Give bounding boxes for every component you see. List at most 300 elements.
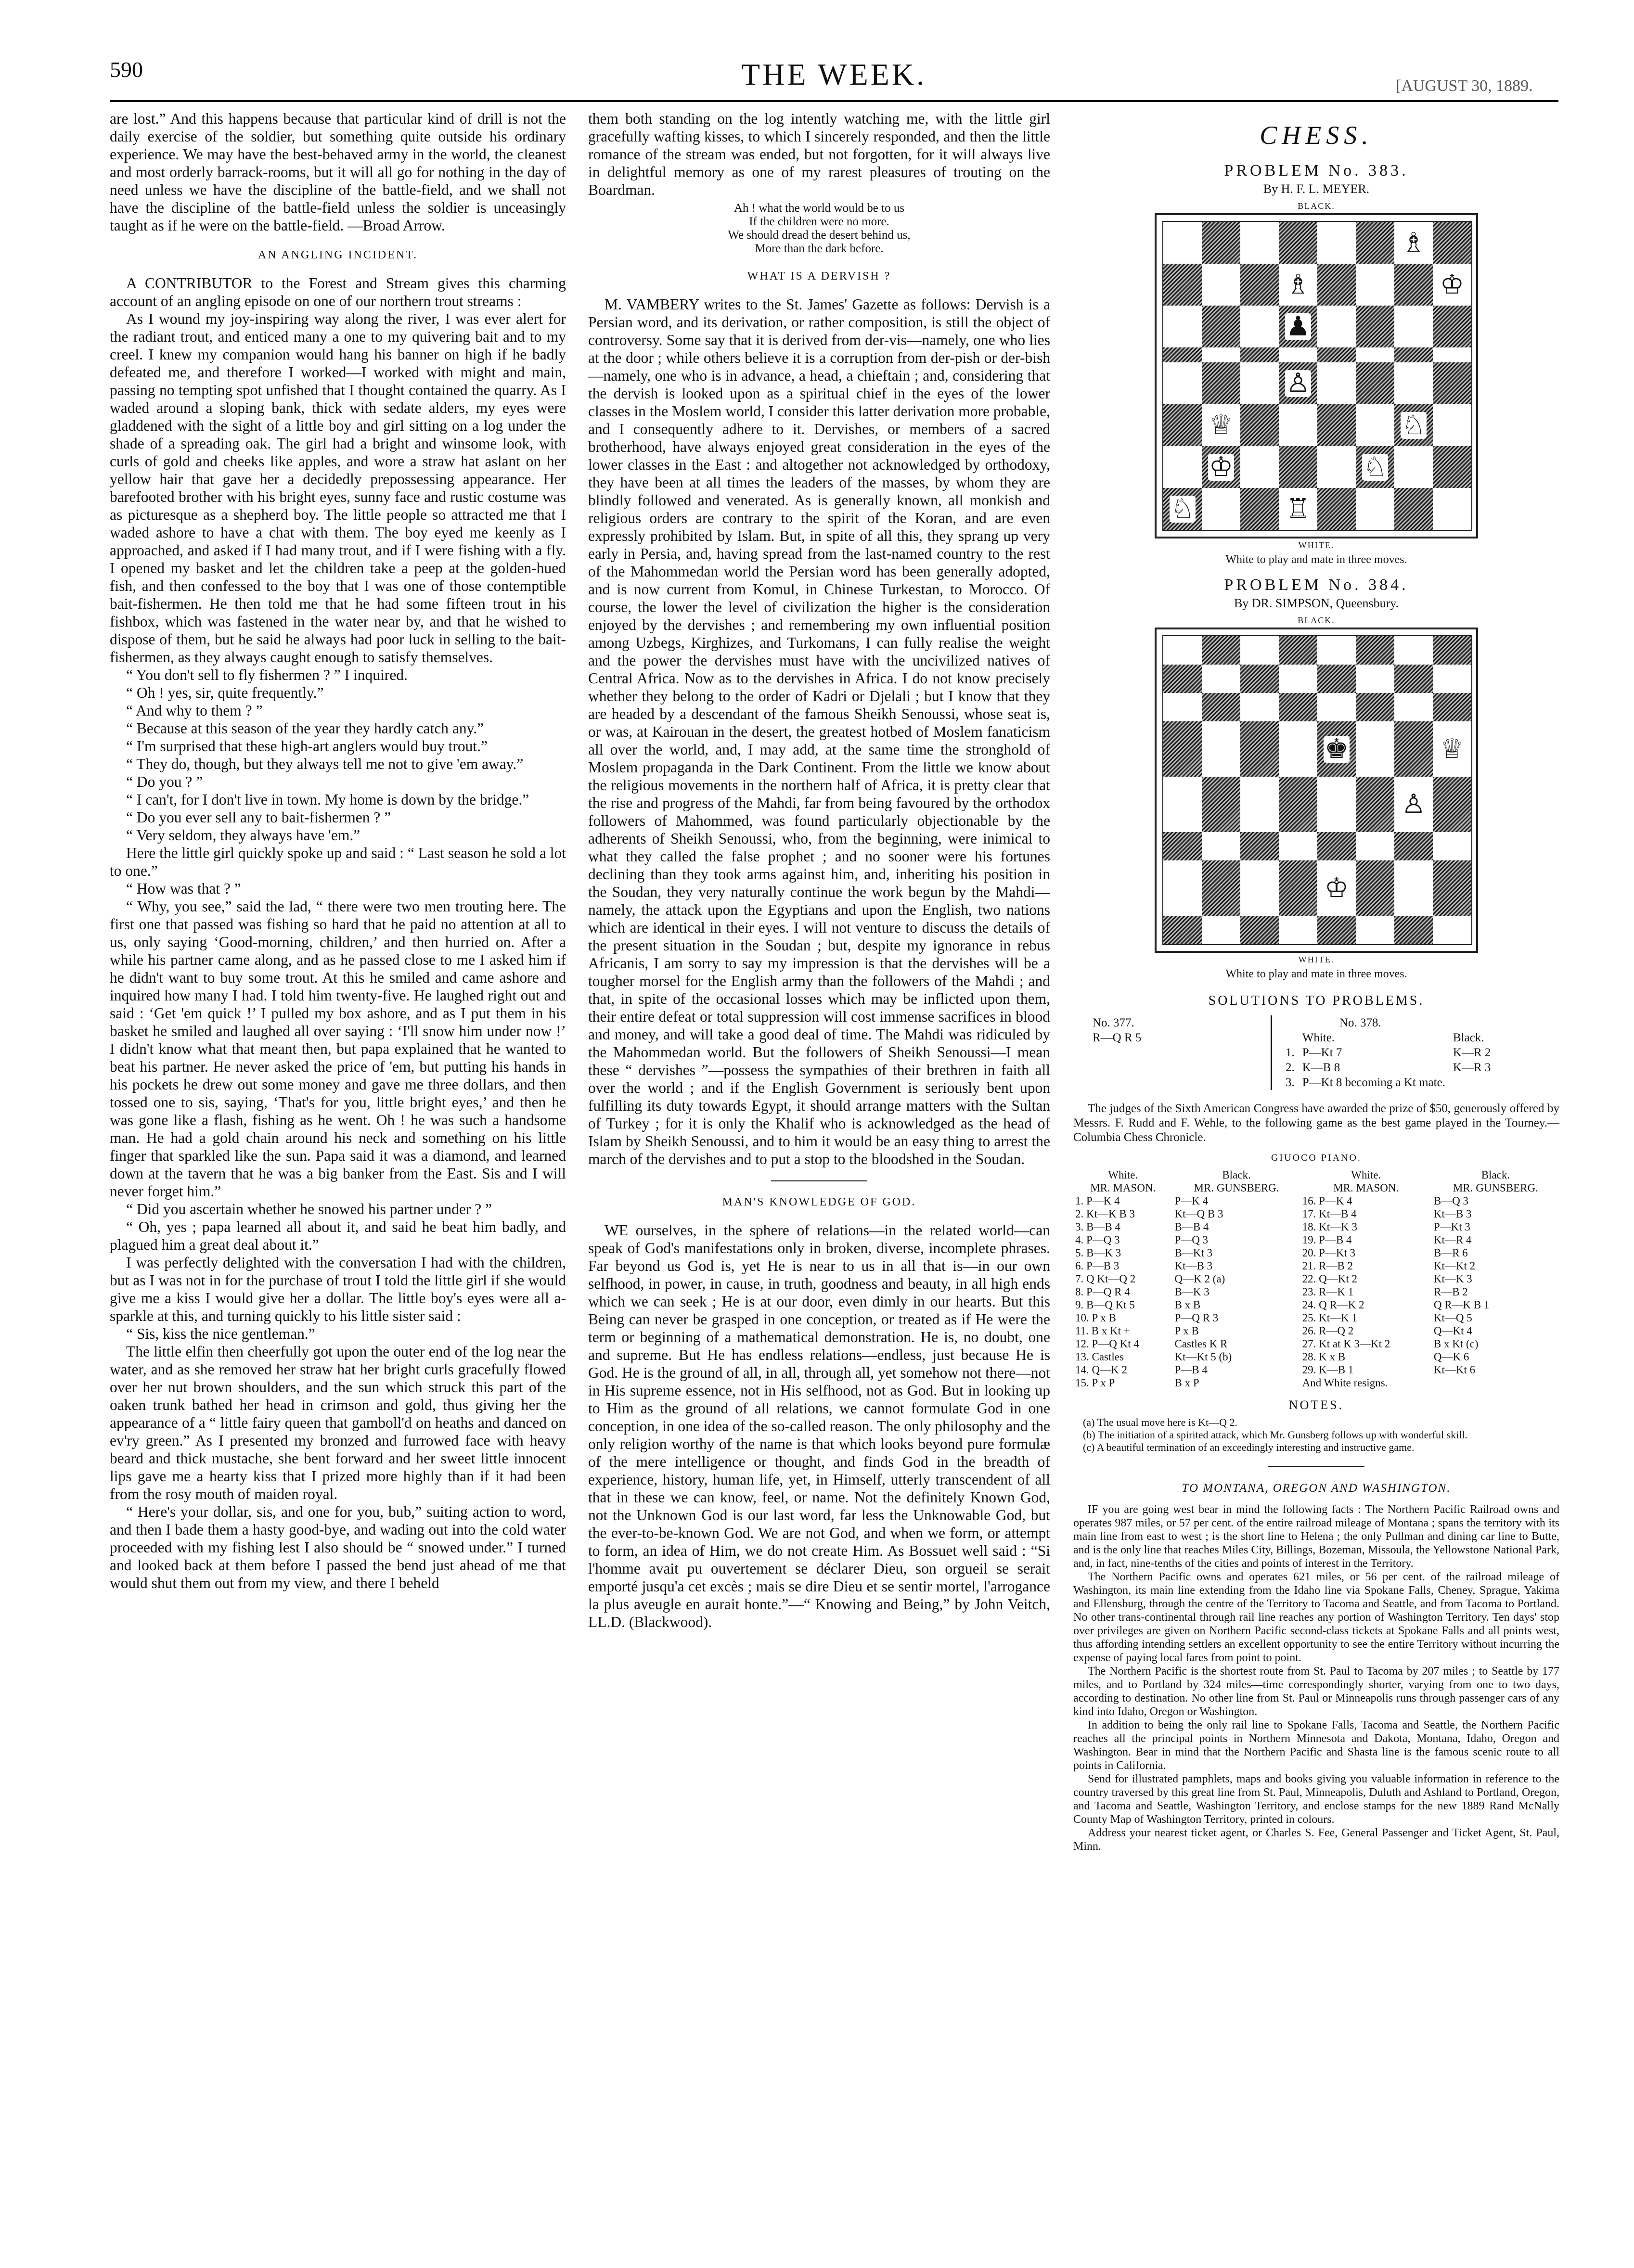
board-square [1163, 665, 1202, 693]
board-square [1356, 488, 1394, 530]
solution-377 [1073, 1015, 1271, 1090]
montana-paragraph: Send for illustrated pamphlets, maps and books giving you valuable information in reference to the country traversed by this great line from St. Paul, Minneapolis, Duluth and Ashland to Portland, Oregon, and Tacoma and Seattle, Washington Territory, and enclose stamps for the new 1889 Rand McNally County Map of Washington Territory, printed in colours. [1073, 1773, 1559, 1826]
game-row [1073, 1311, 1559, 1324]
board-square [1202, 777, 1240, 832]
game-header: White. [1108, 1169, 1138, 1181]
game-row [1073, 1207, 1559, 1220]
board-square [1279, 488, 1317, 530]
angling-paragraph: “ Oh ! yes, sir, quite frequently.” [126, 684, 324, 701]
board-square [1202, 916, 1240, 944]
board-square [1356, 693, 1394, 721]
game-cell: 6. P—B 3 [1075, 1260, 1119, 1272]
board-square [1240, 665, 1279, 693]
board-square [1317, 347, 1356, 362]
problem-384-note: White to play and mate in three moves. [1225, 968, 1407, 980]
board-square [1356, 832, 1394, 860]
notes-title: NOTES. [1288, 1398, 1344, 1412]
board-square [1394, 916, 1433, 944]
board-square [1202, 693, 1240, 721]
angling-paragraph: “ Sis, kiss the nice gentleman.” [126, 1325, 315, 1342]
game-cell: B x Kt (c) [1433, 1338, 1479, 1350]
problem-383-title: PROBLEM No. 383. [1224, 162, 1409, 179]
board-square [1163, 916, 1202, 944]
game-cell: Q—Kt 4 [1433, 1325, 1472, 1337]
board-square [1356, 347, 1394, 362]
game-cell: Kt—R 4 [1433, 1234, 1472, 1246]
chess-board-383 [1162, 221, 1472, 531]
montana-paragraph: IF you are going west bear in mind the following facts : The Northern Pacific Railroad owns and operates 987 miles, or 57 per cent. of the entire railroad mileage of Montana ; spans the territory with its main line from east to west ; is the short line to Helena ; the only Pullman and dining car line to Butte, and is the only line that reaches Miles City, Billings, Bozeman, Missoula, the Yellowstone National Park, and, in fact, nine-tenths of the cities and points of interest in the Territory. [1073, 1503, 1559, 1570]
game-cell: P—Kt 3 [1433, 1221, 1470, 1233]
game-cell: 2. Kt—K B 3 [1075, 1208, 1135, 1220]
solution-377-move: R—Q R 5 [1093, 1031, 1142, 1044]
board-square [1394, 665, 1433, 693]
board-square [1317, 446, 1356, 488]
game-cell: B x B [1174, 1299, 1201, 1311]
board-square [1433, 832, 1471, 860]
board-square [1163, 693, 1202, 721]
board-square [1317, 636, 1356, 665]
board-square [1433, 860, 1471, 916]
solution-378-label: No. 378. [1339, 1016, 1381, 1029]
board-square [1394, 362, 1433, 404]
game-row [1073, 1337, 1559, 1350]
game-cell: B—Kt 3 [1174, 1247, 1213, 1259]
game-cell: Kt—Q 5 [1433, 1312, 1472, 1324]
board-square [1433, 222, 1471, 264]
game-cell: Q R—K B 1 [1433, 1299, 1490, 1311]
game-cell: 20. P—Kt 3 [1302, 1247, 1356, 1259]
board-square [1394, 721, 1433, 777]
board-square [1317, 721, 1356, 777]
angling-paragraph: “ You don't sell to fly fishermen ? ” I inquired. [126, 666, 408, 683]
board-square [1356, 665, 1394, 693]
game-cell: 5. B—K 3 [1075, 1247, 1121, 1259]
board-square [1279, 306, 1317, 347]
game-row [1073, 1376, 1559, 1389]
angling-paragraph: I was perfectly delighted with the conversation I had with the children, but as I was not in for the purchase of trout I told the little girl if she would give me a kiss I would give her a dollar. The little boy's eyes were all a-sparkle at this, and turning quickly to his little sister said : [110, 1254, 566, 1324]
angling-paragraph: “ They do, though, but they always tell me not to give 'em away.” [126, 756, 524, 772]
board-square [1356, 636, 1394, 665]
board-square [1279, 916, 1317, 944]
board-square [1163, 404, 1202, 446]
board-square [1279, 693, 1317, 721]
board-square [1279, 832, 1317, 860]
solution-cell: 2. [1286, 1061, 1295, 1074]
god-article: WE ourselves, in the sphere of relations—in the related world—can speak of God's manifestations only in broken, diverse, incomplete phrases. Far beyond us God is, yet He is near to us in all that is—in our own selfhood, in power, in cause, in truth, goodness and beauty, in all high ends which we can seek ; He is at our door, even dimly in our hearts. But this Being can never be grasped in one conception, or treated as if He were the term or beginning of a mathematical demonstration. He is, no doubt, one and supreme. But He has endless relations—endless, just because He is God. He is the ground of all, in all, through all, yet somehow not there—not in His supreme essence, not in His selfhood, not as God. But in looking up to Him as the ground of all relations, we cannot formulate God in one conception, in one idea of the so-called reason. The only philosophy and the only religion worthy of the name is that which looks beyond pure formulæ of the mere intelligence or thought, and finds God in the breadth of experience, history, human life, yet, in Himself, utterly transcendent of all that in these we can know, feel, or name. Not the definitely Known God, not the Unknown God is our last word, far less the Unknowable God, but the ever-to-be-known God. We are not God, and when we form, or attempt to form, an idea of Him, we do not create Him. As Bossuet well said : “Si l'homme avait pu ouvertement se déclarer Dieu, son orgueil se serait emporté jusqu'a cet excès ; mais se dire Dieu et se sentir mortel, l'arrogance la plus aveugle en aurait honte.”—“ Knowing and Being,” by John Veitch, LL.D. (Blackwood). [588, 1222, 1050, 1630]
board-square [1163, 832, 1202, 860]
board-square [1240, 860, 1279, 916]
game-cell: 19. P—B 4 [1302, 1234, 1352, 1246]
judges-paragraph: The judges of the Sixth American Congress have awarded the prize of $50, generously offered by Messrs. F. Rudd and F. Wehle, to the following game as the best game played in the Tourney.—Columbia Chess Chronicle. [1073, 1102, 1559, 1144]
board-square [1317, 665, 1356, 693]
angling-paragraph: “ Do you ever sell any to bait-fishermen ? ” [126, 809, 391, 826]
board-square [1279, 347, 1317, 362]
game-cell: 27. Kt at K 3—Kt 2 [1302, 1338, 1390, 1350]
game-row [1073, 1350, 1559, 1363]
game-title: GIUOCO PIANO. [1271, 1153, 1362, 1163]
board-square [1356, 264, 1394, 306]
game-player: MR. MASON. [1333, 1182, 1399, 1194]
board-square [1394, 264, 1433, 306]
board-square [1279, 362, 1317, 404]
game-cell: 11. B x Kt + [1075, 1325, 1130, 1337]
black-header: Black. [1453, 1031, 1484, 1044]
board-square [1240, 347, 1279, 362]
board-square [1394, 306, 1433, 347]
game-cell: B—K 3 [1174, 1286, 1209, 1298]
montana-paragraph: The Northern Pacific owns and operates 621 miles, or 56 per cent. of the railroad mileage of Washington, its main line extending from the Idaho line via Spokane Falls, Cheney, Sprague, Yakima and Ellensburg, through the centre of the Territory to Tacoma and Seattle, and from Tacoma to Portland. No other trans-continental through rail line reaches any portion of Washington Territory. Ten days' stop over privileges are given on Northern Pacific second-class tickets at Spokane Falls and all points west, thus affording intending settlers an excellent opportunity to see the entire Territory without incurring the expense of paying local fares from point to point. [1073, 1571, 1559, 1664]
game-cell: 14. Q—K 2 [1075, 1364, 1127, 1376]
board-square [1317, 222, 1356, 264]
game-cell: 17. Kt—B 4 [1302, 1208, 1357, 1220]
game-header: Black. [1222, 1169, 1251, 1181]
board-square [1317, 488, 1356, 530]
board-square [1240, 916, 1279, 944]
board-square [1356, 777, 1394, 832]
solution-cell: P—Kt 8 becoming a Kt mate. [1302, 1076, 1445, 1089]
chess-piece-icon: ♔ [1440, 269, 1465, 300]
board-square [1394, 347, 1433, 362]
board-square [1202, 860, 1240, 916]
game-cell: B—B 4 [1174, 1221, 1209, 1233]
board-square [1279, 404, 1317, 446]
angling-paragraph: Here the little girl quickly spoke up and said : “ Last season he sold a lot to one.” [110, 845, 566, 879]
board-square [1317, 264, 1356, 306]
game-cell: P x B [1174, 1325, 1199, 1337]
chess-board-frame [1155, 628, 1478, 953]
game-cell: And White resigns. [1302, 1377, 1388, 1389]
solutions-title: SOLUTIONS TO PROBLEMS. [1208, 993, 1425, 1008]
white-label: WHITE. [1298, 955, 1335, 964]
angling-paragraph: “ Did you ascertain whether he snowed his partner under ? ” [126, 1201, 492, 1217]
game-row [1073, 1220, 1559, 1233]
board-square [1240, 721, 1279, 777]
game-cell: 13. Castles [1075, 1351, 1124, 1363]
board-square [1279, 665, 1317, 693]
montana-body [1073, 1503, 1559, 1853]
board-square [1202, 636, 1240, 665]
board-square [1240, 362, 1279, 404]
game-cell: 16. P—K 4 [1302, 1195, 1352, 1207]
board-square [1163, 222, 1202, 264]
black-label: BLACK. [1298, 201, 1335, 211]
game-cell: P—Q 3 [1174, 1234, 1209, 1246]
angling-intro: A CONTRIBUTOR to the Forest and Stream gives this charming account of an angling episode on one of our northern trout streams : [110, 275, 566, 309]
game-cell: B—R 6 [1433, 1247, 1468, 1259]
chess-board-frame [1155, 213, 1478, 538]
board-square [1240, 222, 1279, 264]
board-square [1317, 916, 1356, 944]
board-square [1240, 693, 1279, 721]
game-cell: 21. R—B 2 [1302, 1260, 1353, 1272]
game-cell: 15. P x P [1075, 1377, 1115, 1389]
board-square [1240, 636, 1279, 665]
board-square [1433, 264, 1471, 306]
angling-body [110, 310, 566, 1592]
board-square [1163, 777, 1202, 832]
solution-row [1282, 1060, 1494, 1075]
board-square [1202, 306, 1240, 347]
angling-paragraph: “ Because at this season of the year they hardly catch any.” [126, 720, 484, 737]
board-square [1279, 222, 1317, 264]
board-square [1356, 306, 1394, 347]
game-player: MR. MASON. [1090, 1182, 1156, 1194]
board-square [1202, 488, 1240, 530]
god-title: MAN'S KNOWLEDGE OF GOD. [722, 1196, 916, 1208]
angling-paragraph: “ How was that ? ” [126, 880, 241, 897]
solution-cell: P—Kt 7 [1302, 1046, 1342, 1059]
game-cell: Kt—B 3 [1433, 1208, 1472, 1220]
board-square [1433, 404, 1471, 446]
game-cell: 3. B—B 4 [1075, 1221, 1120, 1233]
board-square [1433, 777, 1471, 832]
board-square [1163, 347, 1202, 362]
board-square [1279, 636, 1317, 665]
chess-piece-icon: ♔ [1209, 452, 1234, 482]
page-number: 590 [110, 57, 143, 82]
game-cell: 8. P—Q R 4 [1075, 1286, 1130, 1298]
board-square [1240, 404, 1279, 446]
game-row [1073, 1246, 1559, 1259]
chess-piece-icon: ♗ [1286, 269, 1311, 300]
divider [771, 1180, 867, 1181]
board-square [1317, 777, 1356, 832]
solution-cell: 3. [1286, 1076, 1295, 1089]
chess-piece-icon: ♗ [1401, 228, 1426, 258]
board-square [1279, 264, 1317, 306]
issue-date: [AUGUST 30, 1889. [1396, 77, 1533, 95]
solution-row [1282, 1075, 1494, 1090]
board-square [1163, 488, 1202, 530]
game-row [1073, 1324, 1559, 1337]
game-row [1073, 1298, 1559, 1311]
game-player: MR. GUNSBERG. [1453, 1182, 1538, 1194]
board-square [1163, 721, 1202, 777]
board-square [1394, 636, 1433, 665]
board-square [1394, 488, 1433, 530]
board-square [1394, 777, 1433, 832]
angling-paragraph: “ I can't, for I don't live in town. My home is down by the bridge.” [126, 791, 529, 808]
note-a: (a) The usual move here is Kt—Q 2. [1083, 1416, 1237, 1428]
board-square [1163, 446, 1202, 488]
board-square [1394, 222, 1433, 264]
game-cell: Castles K R [1174, 1338, 1228, 1350]
board-square [1317, 860, 1356, 916]
board-square [1394, 860, 1433, 916]
board-square [1240, 306, 1279, 347]
board-square [1394, 404, 1433, 446]
solution-378 [1271, 1015, 1559, 1090]
chess-piece-icon: ♕ [1209, 410, 1234, 440]
poem-line: More than the dark before. [755, 242, 884, 255]
board-square [1433, 306, 1471, 347]
board-square [1317, 306, 1356, 347]
board-square [1317, 832, 1356, 860]
game-cell: 25. Kt—K 1 [1302, 1312, 1357, 1324]
game-cell: Kt—K 3 [1433, 1273, 1472, 1285]
poem-line: If the children were no more. [749, 215, 889, 228]
angling-title: AN ANGLING INCIDENT. [257, 249, 418, 261]
board-square [1394, 832, 1433, 860]
chess-piece-icon: ♘ [1363, 452, 1388, 482]
game-cell: 10. P x B [1075, 1312, 1116, 1324]
solution-cell [1449, 1075, 1494, 1090]
header-rule [110, 100, 1558, 102]
board-square [1317, 693, 1356, 721]
board-square [1240, 832, 1279, 860]
game-cell: Q—K 6 [1433, 1351, 1469, 1363]
angling-paragraph: As I wound my joy-inspiring way along the river, I was ever alert for the radiant trout, and enticed many a one to my quivering bait and to my creel. I knew my companion would hang his banner on high if he badly defeated me, and therefore I worked—I worked with might and main, passing no tempting spot unfished that I thought contained the quarry. As I waded around a sloping bank, thick with sedate alders, my eyes were gladdened with the sight of a little boy and girl sitting on a log under the shade of a spreading oak. The girl had a bright and winsome look, with curls of gold and cheeks like apples, and wore a straw hat aslant on her yellow hair that gave her a decidedly prepossessing appearance. Her barefooted brother with his bright eyes, sunny face and rustic costume was as picturesque as a shepherd boy. The little people so attracted me that I waded ashore to have a chat with them. The boy eyed me keenly as I approached, and asked if I had many trout, and if I were fishing with a fly. I opened my basket and let the children take a peep at the golden-hued fish, and then confessed to the boy that I was one of those contemptible bait-fishermen. He then told me that he had some fifteen trout in his fishbox, which was fastened in the water near by, and that he wished to dispose of them, but he said he always had poor luck in selling to the bait-fishermen, as they always caught enough to satisfy themselves. [110, 310, 566, 666]
montana-paragraph: In addition to being the only rail line to Spokane Falls, Tacoma and Seattle, the Northern Pacific reaches all the principal points in Northern Minnesota and Dakota, Montana, Idaho, Oregon and Washington. Bear in mind that the Northern Pacific and Shasta line is the famous scenic route to all points in California. [1073, 1719, 1559, 1772]
chess-piece-icon: ♘ [1170, 494, 1195, 524]
board-square [1356, 860, 1394, 916]
chess-piece-icon: ♚ [1324, 734, 1349, 764]
game-cell: 24. Q R—K 2 [1302, 1299, 1364, 1311]
board-square [1356, 362, 1394, 404]
board-square [1356, 916, 1394, 944]
intro-paragraph: are lost.” And this happens because that particular kind of drill is not the daily exercise of the soldier, but something quite outside his ordinary experience. We may have the best-behaved army in the world, the cleanest and most orderly barrack-rooms, but it will all go for nothing in the day of need unless we have the discipline of the battle-field, and we shall not have the discipline of the battle-field unless the soldier is unceasingly taught as if he were on the battle-field. —Broad Arrow. [110, 110, 566, 234]
angling-paragraph: “ And why to them ? ” [126, 702, 263, 719]
board-square [1317, 404, 1356, 446]
solution-cell: K—R 3 [1453, 1061, 1491, 1074]
masthead-title: THE WEEK. [741, 57, 927, 91]
board-square [1433, 362, 1471, 404]
board-square [1279, 777, 1317, 832]
board-square [1202, 665, 1240, 693]
angling-paragraph: “ Here's your dollar, sis, and one for you, bub,” suiting action to word, and then I bade them a hasty good-bye, and wading out into the cold water proceeded with my fishing lest I also should be “ snowed under.” I turned and looked back at them before I passed the bend just ahead of me that would shut them out from my view, and there I beheld [110, 1503, 566, 1591]
board-square [1433, 347, 1471, 362]
column-3 [1073, 110, 1559, 2239]
game-cell: 18. Kt—K 3 [1302, 1221, 1357, 1233]
chess-piece-icon: ♘ [1401, 410, 1426, 440]
chess-piece-icon: ♖ [1286, 494, 1311, 524]
game-cell: Kt—Kt 2 [1433, 1260, 1476, 1272]
board-square [1433, 665, 1471, 693]
board-square [1356, 404, 1394, 446]
note-c: (c) A beautiful termination of an exceedingly interesting and instructive game. [1083, 1441, 1415, 1453]
game-cell: Kt—Kt 5 (b) [1174, 1351, 1232, 1363]
game-table [1073, 1168, 1559, 1389]
chess-piece-icon: ♕ [1440, 734, 1465, 764]
column-1 [110, 110, 566, 2239]
white-label: WHITE. [1298, 540, 1335, 550]
game-row [1073, 1285, 1559, 1298]
game-cell: 23. R—K 1 [1302, 1286, 1354, 1298]
angling-continuation: them both standing on the log intently watching me, with the little girl gracefully wafting kisses, to which I sincerely responded, and then the little romance of the stream was ended, but not forgotten, for it will always live in delightful memory as one of my rarest pleasures of trouting on the Boardman. [588, 110, 1050, 198]
montana-paragraph: The Northern Pacific is the shortest route from St. Paul to Tacoma by 207 miles ; to Seattle by 177 miles, and to Portland by 324 miles—time correspondingly shorter, varying from one to two days, according to destination. No other line from St. Paul or Minneapolis runs through passenger cars of any kind into Idaho, Oregon or Washington. [1073, 1665, 1559, 1718]
angling-paragraph: “ Why, you see,” said the lad, “ there were two men trouting here. The first one that passed was fishing so hard that he paid no attention at all to us, only saying ‘Good-morning, children,’ and then hurried on. After a while his partner came along, and as he passed close to me I asked him if he didn't want to buy some trout. At this he smiled and came ashore and inquired how many I had. I told him twenty-five. He laughed right out and said : ‘Get 'em quick !’ I pulled my box ashore, and as I put them in his basket he smiled and laughed all over saying : ‘I'll snow him under now !’ I didn't know what that meant then, but papa explained that he wanted to beat his partner. He never asked the price of 'em, but putting his hands in his pockets he drew out some money and gave me three dollars, and then tossed one to sis, saying, ‘That's for you, little bright eyes,’ and then he was gone like a flash, fishing as he went. Oh ! he was such a handsome man. He had a gold chain around his neck and something on his little finger that sparkled like the sun. Papa said it was a diamond, and learned down at the tavern that he was a big banker from the East. Sis and I will never forget him.” [110, 898, 566, 1200]
montana-paragraph: Address your nearest ticket agent, or Charles S. Fee, General Passenger and Ticket Agent, St. Paul, Minn. [1073, 1827, 1559, 1853]
game-cell: Kt—Q B 3 [1174, 1208, 1223, 1220]
divider [1268, 1466, 1364, 1467]
montana-title: TO MONTANA, OREGON AND WASHINGTON. [1182, 1482, 1451, 1495]
board-square [1202, 832, 1240, 860]
board-square [1202, 362, 1240, 404]
poem [588, 202, 1050, 256]
board-square [1163, 860, 1202, 916]
game-row [1073, 1194, 1559, 1207]
solution-row [1282, 1045, 1494, 1060]
poem-line: Ah ! what the world would be to us [733, 202, 905, 215]
board-square [1202, 347, 1240, 362]
game-player: MR. GUNSBERG. [1194, 1182, 1279, 1194]
board-square [1202, 721, 1240, 777]
game-cell: P—B 4 [1174, 1364, 1208, 1376]
game-cell: 12. P—Q Kt 4 [1075, 1338, 1139, 1350]
board-square [1356, 222, 1394, 264]
poem-line: We should dread the desert behind us, [728, 229, 911, 242]
board-square [1433, 446, 1471, 488]
board-square [1433, 693, 1471, 721]
problem-383-author: By H. F. L. MEYER. [1263, 182, 1370, 196]
game-row [1073, 1363, 1559, 1376]
board-square [1433, 488, 1471, 530]
column-2 [588, 110, 1050, 2239]
game-cell: 26. R—Q 2 [1302, 1325, 1354, 1337]
game-cell: 1. P—K 4 [1075, 1195, 1120, 1207]
game-cell [1432, 1376, 1559, 1389]
solution-378-table [1282, 1030, 1494, 1090]
game-row [1073, 1272, 1559, 1285]
game-cell: 9. B—Q Kt 5 [1075, 1299, 1135, 1311]
game-cell: 7. Q Kt—Q 2 [1075, 1273, 1136, 1285]
angling-paragraph: “ Very seldom, they always have 'em.” [126, 827, 360, 844]
game-cell: P—K 4 [1174, 1195, 1209, 1207]
solution-cell: 1. [1286, 1046, 1295, 1059]
dervish-article: M. VAMBERY writes to the St. James' Gazette as follows: Dervish is a Persian word, and its derivation, or rather composition, is still the object of controversy. Some say that it is derived from der-vis—namely, one who lies at the door ; while others believe it is a corruption from der-pish or der-bish—namely, one who is in advance, a head, a chieftain ; and, considering that the dervish is looked upon as a spiritual chief in the eyes of the lower classes in the Moslem world, I consider this latter derivation more probable, and I consequently adhere to it. Dervishes, or members of a sacred brotherhood, have always enjoyed great consideration in the eyes of the lower classes in the East : and altogether not acknowledged by orthodoxy, they have been at all times the leaders of the masses, by whom they are blindly followed and venerated. As is generally known, all monkish and religious orders are contrary to the spirit of the Koran, and are even expressly prohibited by Islam. But, in spite of all this, they sprang up very early in Persia, and, having spread from the last-named country to the rest of the Mahommedan world the Persian word has been generally adopted, and is now current from Komul, in Chinese Turkestan, to Morocco. Of course, the lower the level of civilization the higher is the consideration enjoyed by the dervishes ; and remembering my own influential position among Uzbegs, Kirghizes, and Turkomans, I can fully realise the weight and the power the dervishes must have with the uncivilized natives of Central Africa. Now as to the dervishes in Africa. I do not know precisely whether they belong to the order of Kadri or Djelali ; but I know that they are headed by a descendant of the famous Sheikh Senoussi, whose seat is, or was, at Kairouan in the desert, the greatest hotbed of Moslem fanaticism all over the world, and, I may add, at the same time the stronghold of Moslem propaganda in the Dark Continent. From the little we know about the religious movements in the northern half of Africa, it is pretty clear that the rise and progress of the Mahdi, far from being favoured by the orthodox followers of Mahommed, was found particularly objectionable by the adherents of Sheikh Senoussi, who, from the beginning, were inimical to what they called the false prophet ; and no sooner were his fortunes declining than they took arms against him, and, inheriting his position in the Soudan, they very naturally continue the work begun by the Mahdi—namely, the attack upon the Egyptians and upon the English, two nations which are identical in their eyes. I will not venture to discuss the details of the present situation in the Soudan ; but, despite my ignorance in rebus Africanis, I am sorry to say my impression is that the dervishes will be a tougher morsel for the English army than the followers of the Mahdi ; and that, in spite of the occasional losses which may be inflicted upon them, their entire defeat or total suppression will cost immense sacrifices in blood and money, and will take a good deal of time. The Mahdi was ridiculed by the Mahommedan world. But the followers of Sheikh Senoussi—I mean these “ dervishes ”—possess the sympathies of their brethren in faith all over the world ; and if the English Government is seriously bent upon fulfilling its duty towards Egypt, it should arrange matters with the Sultan of Turkey ; for it is only the Khalif who is acknowledged as the head of Islam by Sheikh Senoussi, and to him it would be an easy thing to arrest the march of the dervishes and to put a stop to the bloodshed in the Soudan. [588, 296, 1050, 1167]
problem-384-title: PROBLEM No. 384. [1224, 576, 1409, 594]
game-cell: B x P [1174, 1377, 1199, 1389]
game-row [1073, 1259, 1559, 1272]
dervish-title: WHAT IS A DERVISH ? [747, 270, 891, 282]
board-square [1356, 446, 1394, 488]
game-cell: P—Q R 3 [1174, 1312, 1219, 1324]
game-cell: Q—K 2 (a) [1174, 1273, 1225, 1285]
solutions-block [1073, 1015, 1559, 1090]
board-square [1163, 636, 1202, 665]
game-cell: Kt—Kt 6 [1433, 1364, 1476, 1376]
game-header: White. [1351, 1169, 1381, 1181]
white-header: White. [1302, 1031, 1335, 1044]
game-header: Black. [1481, 1169, 1510, 1181]
board-square [1279, 446, 1317, 488]
board-square [1394, 693, 1433, 721]
board-square [1317, 362, 1356, 404]
chess-piece-icon: ♔ [1324, 873, 1349, 903]
board-square [1202, 404, 1240, 446]
board-square [1356, 721, 1394, 777]
game-cell: Kt—B 3 [1174, 1260, 1213, 1272]
game-row [1073, 1233, 1559, 1246]
chess-piece-icon: ♙ [1286, 368, 1311, 398]
game-cell: 22. Q—Kt 2 [1302, 1273, 1357, 1285]
board-square [1240, 488, 1279, 530]
board-square [1279, 721, 1317, 777]
board-square [1163, 264, 1202, 306]
note-b: (b) The initiation of a spirited attack, which Mr. Gunsberg follows up with wonderful skill. [1083, 1429, 1468, 1441]
game-cell: 4. P—Q 3 [1075, 1234, 1120, 1246]
solution-377-label: No. 377. [1093, 1016, 1134, 1029]
board-square [1240, 446, 1279, 488]
board-square [1433, 636, 1471, 665]
angling-paragraph: The little elfin then cheerfully got upon the outer end of the log near the water, and as she removed her straw hat her bright curls gracefully flowed over her nut brown shoulders, and the sun which struck this part of the oaken trunk bathed her head in crimson and gold, thus giving her the appearance of a “ little fairy queen that gamboll'd on heaths and danced on ev'ry green.” As I presented my bronzed and furrowed face with heavy beard and thick mustache, she bent forward and her sweet little innocent lips gave me a hearty kiss that I prized more highly than if it had been from the rosy mouth of maiden royal. [110, 1343, 566, 1502]
board-square [1240, 264, 1279, 306]
board-square [1240, 777, 1279, 832]
angling-paragraph: “ I'm surprised that these high-art anglers would buy trout.” [126, 738, 488, 755]
chess-piece-icon: ♙ [1401, 789, 1426, 820]
board-square [1433, 721, 1471, 777]
game-cell: R—B 2 [1433, 1286, 1468, 1298]
